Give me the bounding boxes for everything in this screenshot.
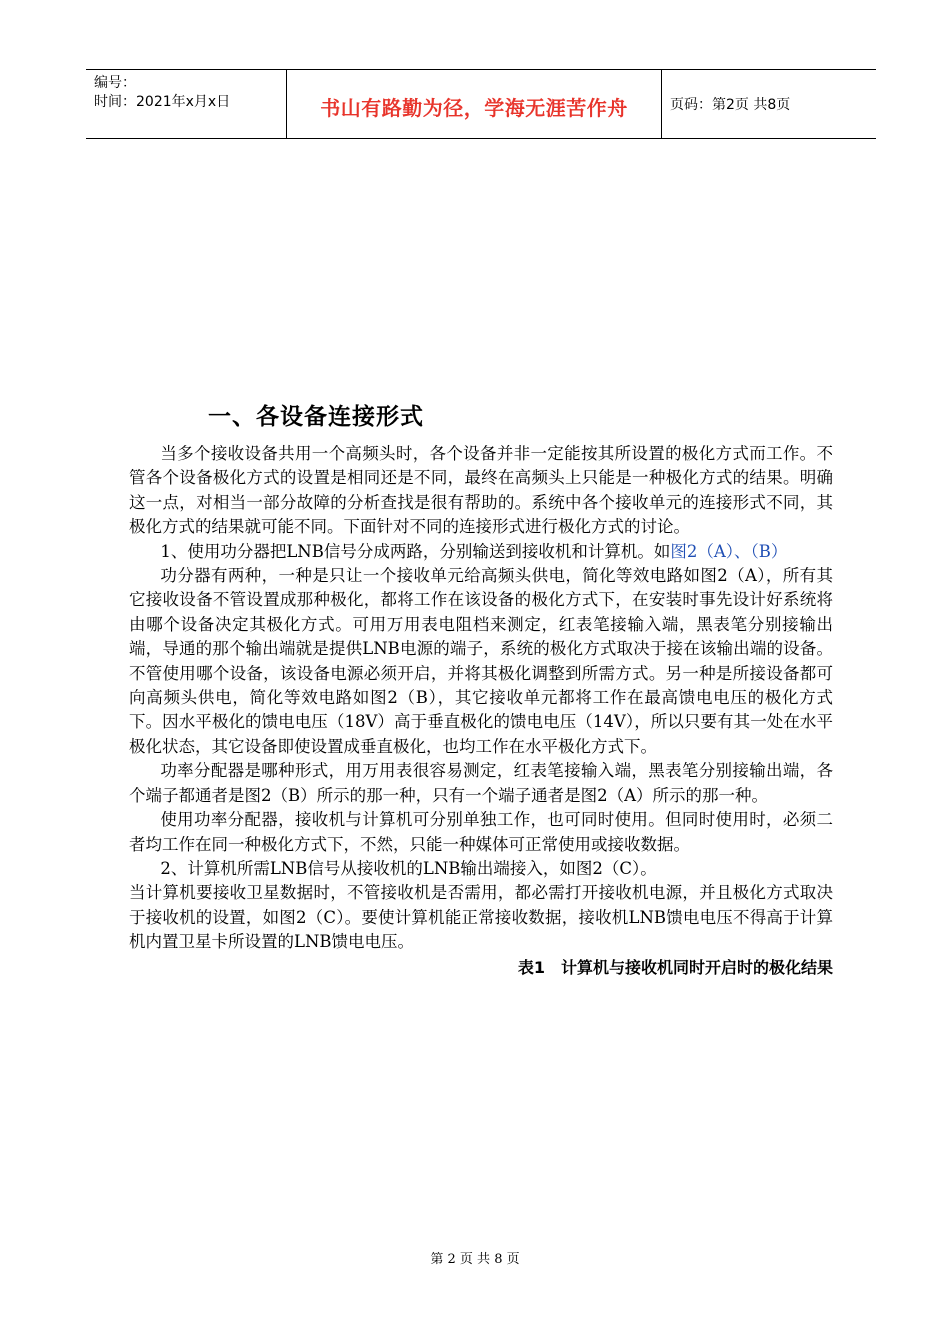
page-footer: 第 2 页 共 8 页 [430, 1252, 520, 1267]
paragraph-2 [129, 540, 833, 564]
header-page-cell [662, 70, 876, 138]
paragraph-3: 功分器有两种，一种是只让一个接收单元给高频头供电，简化等效电路如图2（A），所有其它接收设备不管设置成那种极化，都将工作在该设备的极化方式下，在安装时事先设计好系统将由哪个设备决定其极化方式。可用万用表电阻档来测定，红表笔接输入端，黑表笔分别接输出端，导通的那个输出端就是提供LNB电源的端子，系统的极化方式取决于接在该输出端的设备。不管使用哪个设备，该设备电源必须开启，并将其极化调整到所需方式。另一种是所接设备都可向高频头供电，简化等效电路如图2（B），其它接收单元都将工作在最高馈电电压的极化方式下。因水平极化的馈电电压（18V）高于垂直极化的馈电电压（14V），所以只要有其一处在水平极化状态，其它设备即使设置成垂直极化，也均工作在水平极化方式下。 [129, 566, 833, 756]
table-caption: 表1 计算机与接收机同时开启时的极化结果 [517, 957, 833, 977]
header-motto: 书山有路勤为径，学海无涯苦作舟 [320, 96, 628, 120]
figure-link-tail[interactable]: 2（A）、（B） [686, 541, 788, 561]
page-header [86, 69, 876, 139]
date-label: 时间：2021年x月x日 [94, 94, 231, 110]
paragraph-6: 2、计算机所需LNB信号从接收机的LNB输出端接入，如图2（C）。 [160, 858, 657, 878]
paragraph-7: 当计算机要接收卫星数据时，不管接收机是否需用，都必需打开接收机电源，并且极化方式取决于接收机的设置，如图2（C）。要使计算机能正常接收数据，接收机LNB馈电电压不得高于计算机内置卫星卡所设置的LNB馈电电压。 [129, 883, 833, 952]
figure-link[interactable]: 图 [670, 541, 687, 561]
paragraph-2-text: 1、使用功分器把LNB信号分成两路，分别输送到接收机和计算机。如 [160, 541, 671, 561]
header-motto-cell [286, 70, 662, 138]
paragraph-1: 当多个接收设备共用一个高频头时，各个设备并非一定能按其所设置的极化方式而工作。不管各个设备极化方式的设置是相同还是不同，最终在高频头上只能是一种极化方式的结果。明确这一点，对相当一部分故障的分析查找是很有帮助的。系统中各个接收单元的连接形式不同，其极化方式的结果就可能不同。下面针对不同的连接形式进行极化方式的讨论。 [129, 444, 833, 537]
paragraph-5: 使用功率分配器，接收机与计算机可分别单独工作，也可同时使用。但同时使用时，必须二者均工作在同一种极化方式下，不然，只能一种媒体可正常使用或接收数据。 [129, 810, 833, 854]
section-title: 一、各设备连接形式 [208, 404, 424, 430]
header-page-info: 页码：第2页 共8页 [670, 97, 791, 113]
header-meta-cell [86, 70, 286, 138]
paragraph-4: 功率分配器是哪种形式，用万用表很容易测定，红表笔接输入端，黑表笔分别接输出端，各个端子都通者是图2（B）所示的那一种，只有一个端子通者是图2（A）所示的那一种。 [129, 761, 833, 805]
doc-number-label: 编号： [94, 75, 136, 91]
document-body [129, 442, 833, 980]
